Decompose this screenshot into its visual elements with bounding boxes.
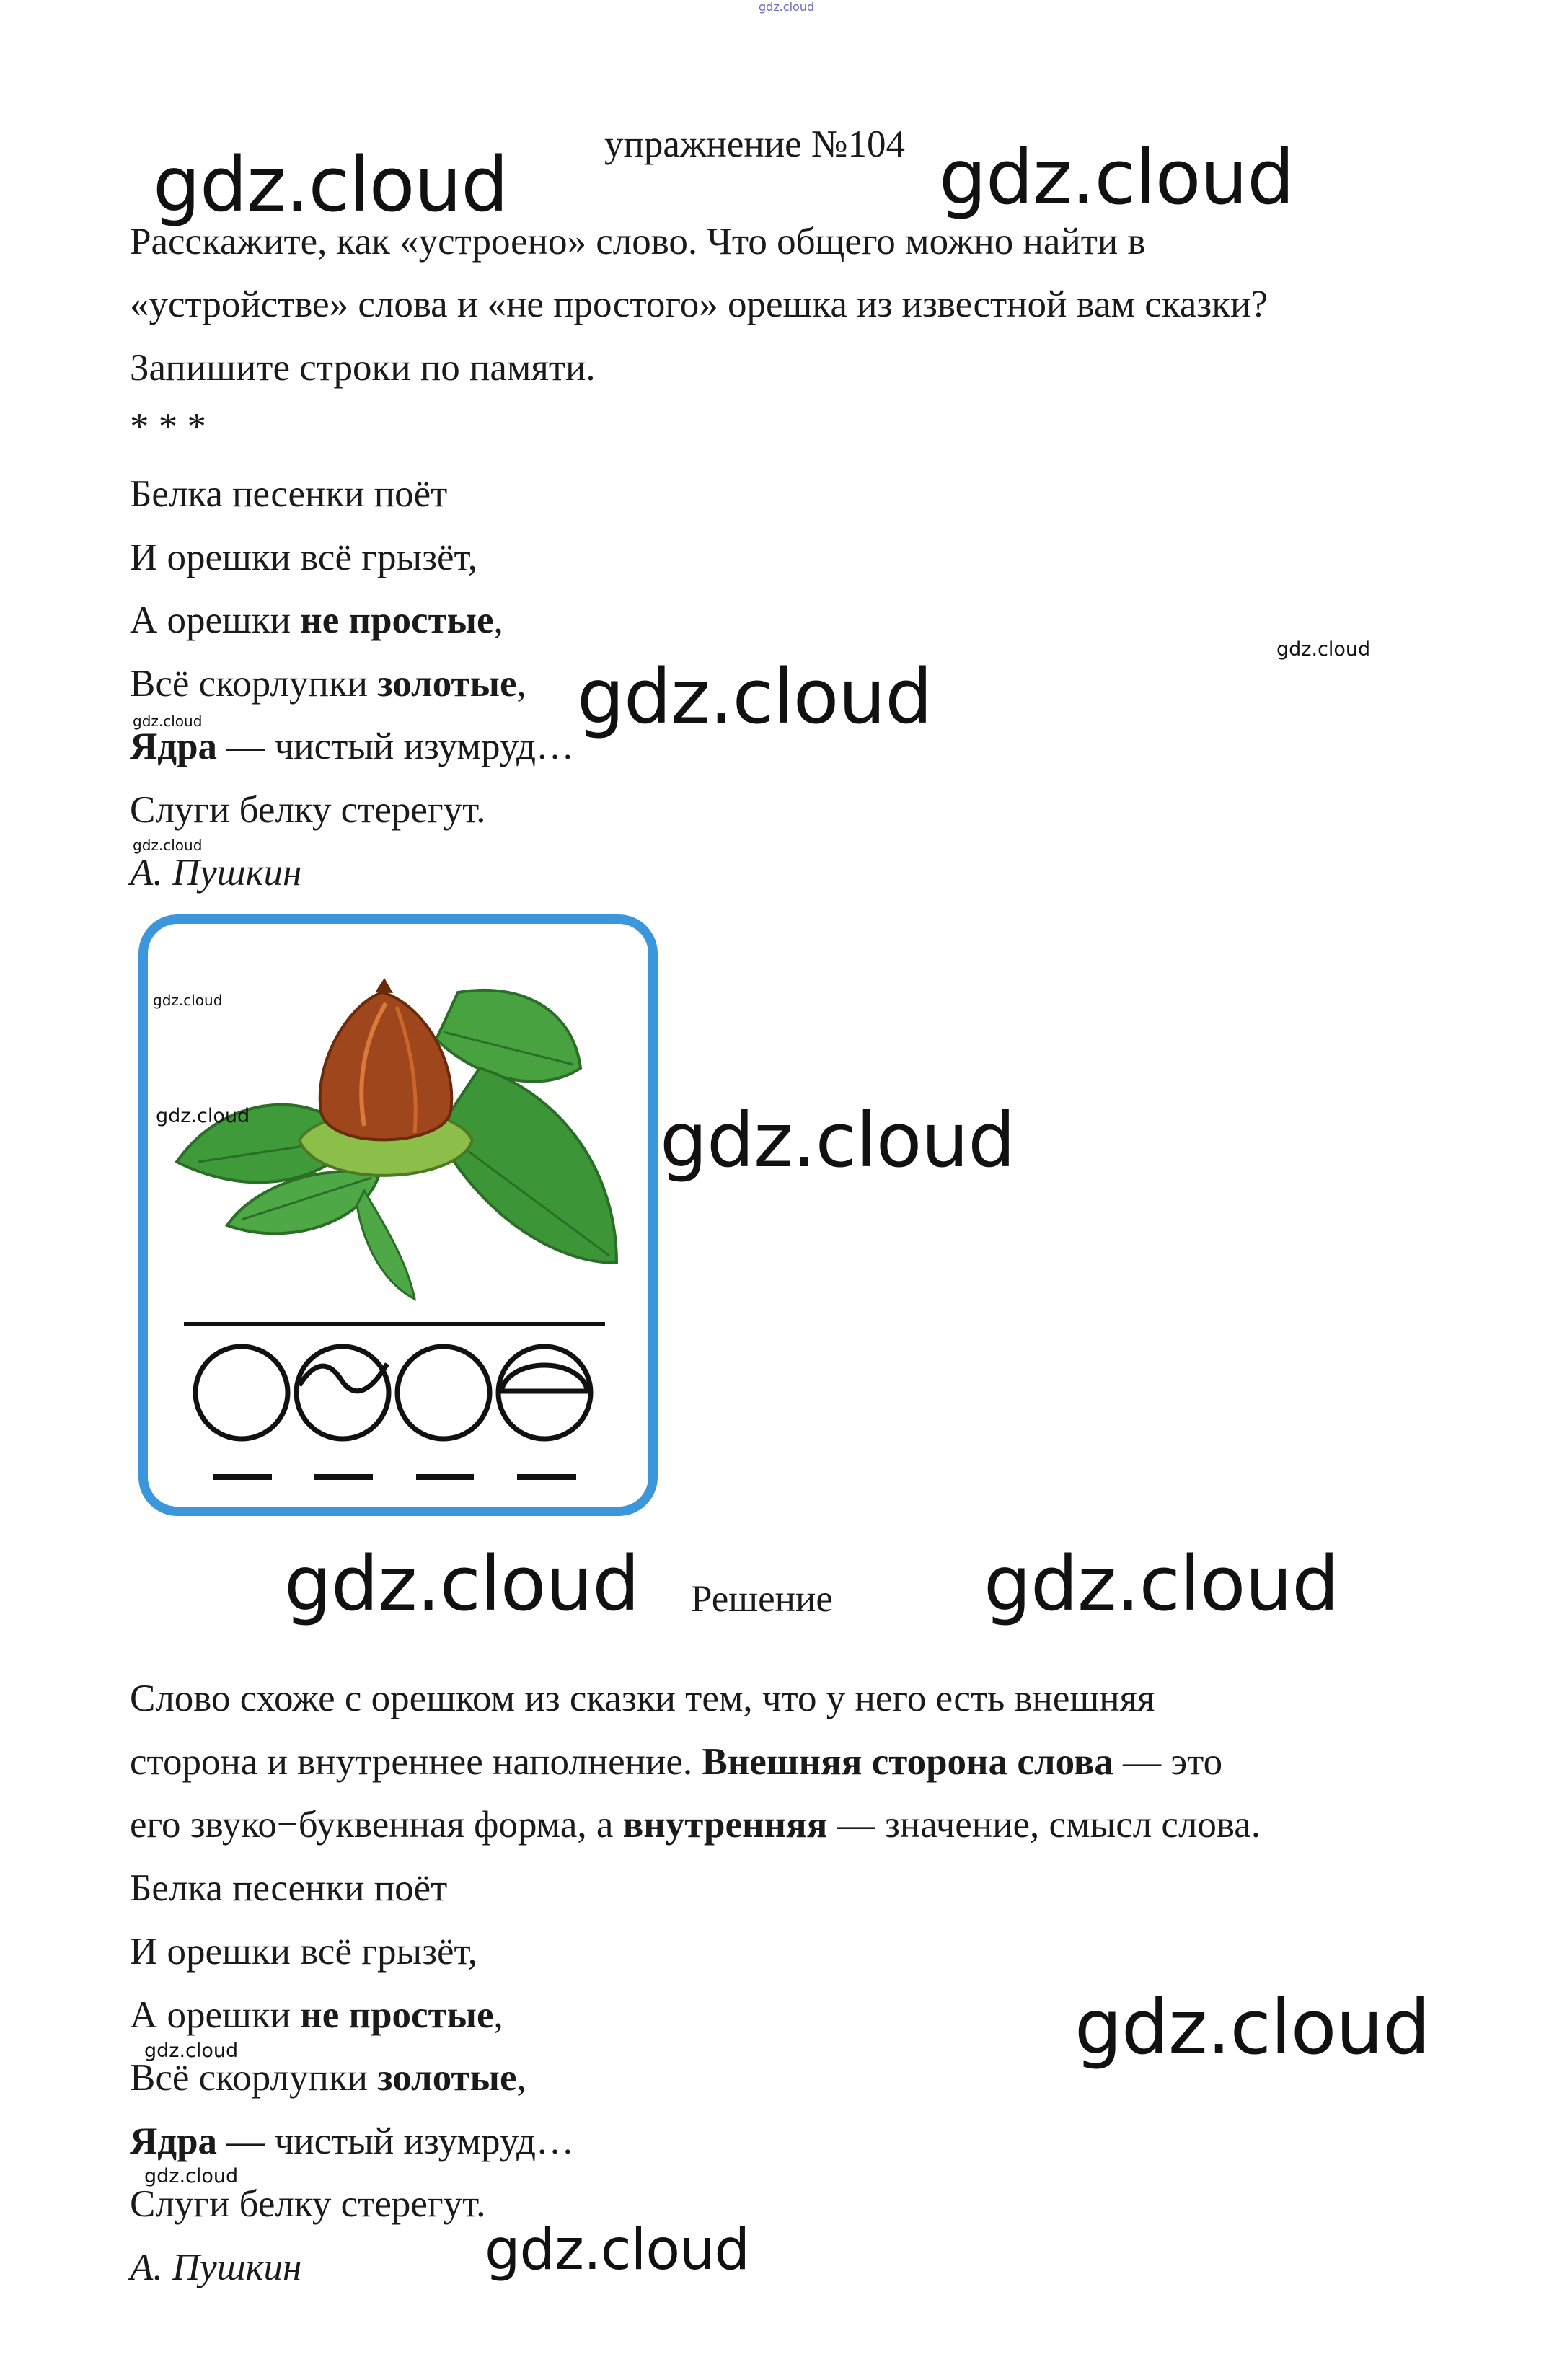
answer-line-2: сторона и внутреннее наполнение. Внешняя сторона слова — это xyxy=(130,1741,1223,1783)
sound-circles xyxy=(195,1347,591,1439)
circle-4 xyxy=(498,1347,591,1439)
answer-poem-line-5: Ядра — чистый изумруд… xyxy=(130,2120,574,2162)
watermark: gdz.cloud xyxy=(485,2218,749,2283)
poem-line-4: Всё скорлупки золотые, xyxy=(130,663,526,705)
watermark: gdz.cloud xyxy=(939,133,1294,221)
poem-line-1: Белка песенки поёт xyxy=(130,473,448,515)
watermark: gdz.cloud xyxy=(153,141,508,229)
poem-line-2: И орешки всё грызёт, xyxy=(130,537,477,578)
watermark: gdz.cloud xyxy=(144,2040,239,2062)
answer-poem-line-6: Слуги белку стерегут. xyxy=(130,2183,486,2225)
watermark: gdz.cloud xyxy=(1276,638,1371,661)
stars-separator: * * * xyxy=(130,406,206,448)
watermark: gdz.cloud xyxy=(1075,1983,1430,2071)
answer-line-3: его звуко−буквенная форма, а внутренняя — значение, смысл слова. xyxy=(130,1804,1261,1846)
task-line-1: Расскажите, как «устроено» слово. Что общего можно найти в xyxy=(130,221,1146,263)
watermark: gdz.cloud xyxy=(156,1105,250,1127)
watermark: gdz.cloud xyxy=(133,837,203,854)
answer-poem-line-1: Белка песенки поёт xyxy=(130,1867,448,1909)
circle-1 xyxy=(195,1347,288,1439)
watermark: gdz.cloud xyxy=(133,713,203,730)
watermark: gdz.cloud xyxy=(144,2165,239,2187)
task-line-3: Запишите строки по памяти. xyxy=(130,347,596,389)
answer-poem-author: А. Пушкин xyxy=(130,2247,302,2288)
watermark: gdz.cloud xyxy=(577,653,932,741)
solution-heading: Решение xyxy=(691,1578,833,1620)
poem-line-3: А орешки не простые, xyxy=(130,599,503,641)
watermark: gdz.cloud xyxy=(284,1540,640,1628)
circle-3 xyxy=(397,1347,490,1439)
hazelnut-icon xyxy=(320,978,452,1140)
watermark: gdz.cloud xyxy=(984,1540,1339,1628)
answer-poem-line-2: И орешки всё грызёт, xyxy=(130,1931,477,1973)
poem-line-6: Слуги белку стерегут. xyxy=(130,789,486,831)
watermark-top: gdz.cloud xyxy=(759,0,815,14)
answer-poem-line-4: Всё скорлупки золотые, xyxy=(130,2057,526,2099)
answer-line-1: Слово схоже с орешком из сказки тем, что у него есть внешняя xyxy=(130,1678,1155,1719)
answer-poem-line-3: А орешки не простые, xyxy=(130,1994,503,2036)
task-line-2: «устройстве» слова и «не простого» орешка из известной вам сказки? xyxy=(130,283,1268,325)
poem-author: А. Пушкин xyxy=(130,852,302,894)
exercise-title: упражнение №104 xyxy=(604,123,905,165)
watermark: gdz.cloud xyxy=(660,1096,1015,1184)
watermark: gdz.cloud xyxy=(153,992,223,1009)
hazelnut-illustration xyxy=(148,924,648,1507)
circle-2 xyxy=(296,1347,389,1439)
poem-line-5: Ядра — чистый изумруд… xyxy=(130,726,574,767)
